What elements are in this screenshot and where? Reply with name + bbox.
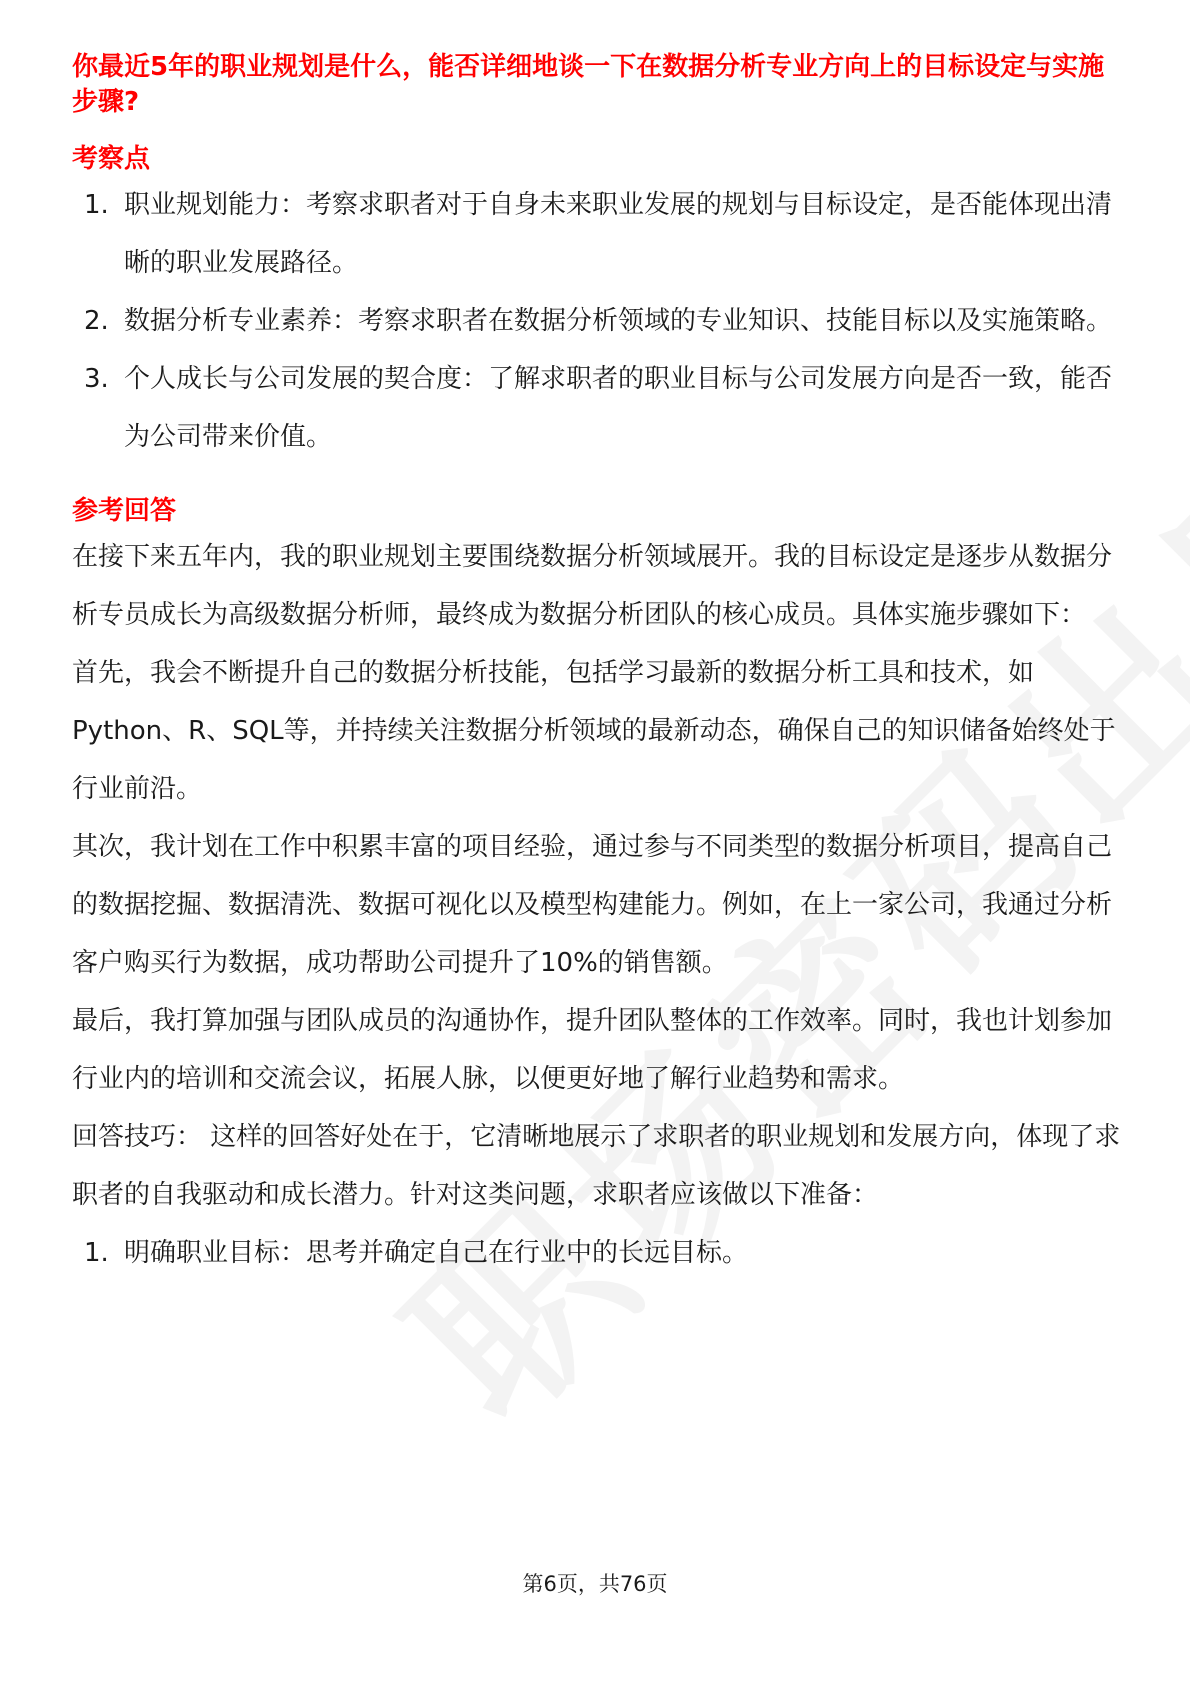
list-item-text: 明确职业目标：思考并确定自己在行业中的长远目标。 [124, 1238, 749, 1268]
answer-paragraph: 最后，我打算加强与团队成员的沟通协作，提升团队整体的工作效率。同时，我也计划参加行业内的培训和交流会议，拓展人脉，以便更好地了解行业趋势和需求。 [72, 1006, 1113, 1094]
list-item-number: 2. [84, 306, 109, 336]
page-number: 第6页，共76页 [522, 1572, 668, 1596]
points-heading: 考察点 [72, 144, 151, 174]
list-item [72, 1224, 1122, 1282]
answer-paragraph: 首先，我会不断提升自己的数据分析技能，包括学习最新的数据分析工具和技术，如Python、R、SQL等，并持续关注数据分析领域的最新动态，确保自己的知识储备始终处于行业前沿。 [72, 658, 1116, 804]
list-item-number: 1. [84, 1238, 109, 1268]
answer-paragraph: 其次，我计划在工作中积累丰富的项目经验，通过参与不同类型的数据分析项目，提高自己的数据挖掘、数据清洗、数据可视化以及模型构建能力。例如，在上一家公司，我通过分析客户购买行为数据，成功帮助公司提升了10%的销售额。 [72, 832, 1113, 978]
list-item [72, 292, 1122, 350]
list-item [72, 350, 1122, 466]
list-item-text: 数据分析专业素养：考察求职者在数据分析领域的专业知识、技能目标以及实施策略。 [124, 306, 1113, 336]
points-list [72, 176, 1122, 466]
list-item-text: 个人成长与公司发展的契合度：了解求职者的职业目标与公司发展方向是否一致，能否为公司带来价值。 [124, 364, 1113, 452]
list-item-number: 3. [84, 364, 109, 394]
document-body [72, 50, 1122, 1282]
tips-list [72, 1224, 1122, 1282]
question-title: 你最近5年的职业规划是什么，能否详细地谈一下在数据分析专业方向上的目标设定与实施步骤? [72, 52, 1105, 117]
list-item [72, 176, 1122, 292]
list-item-number: 1. [84, 190, 109, 220]
answer-heading: 参考回答 [72, 496, 177, 526]
answer-tips-paragraph: 回答技巧： 这样的回答好处在于，它清晰地展示了求职者的职业规划和发展方向，体现了求职者的自我驱动和成长潜力。针对这类问题，求职者应该做以下准备： [72, 1122, 1121, 1210]
answer-paragraph: 在接下来五年内，我的职业规划主要围绕数据分析领域展开。我的目标设定是逐步从数据分析专员成长为高级数据分析师，最终成为数据分析团队的核心成员。具体实施步骤如下： [72, 542, 1113, 630]
list-item-text: 职业规划能力：考察求职者对于自身未来职业发展的规划与目标设定，是否能体现出清晰的职业发展路径。 [124, 190, 1113, 278]
